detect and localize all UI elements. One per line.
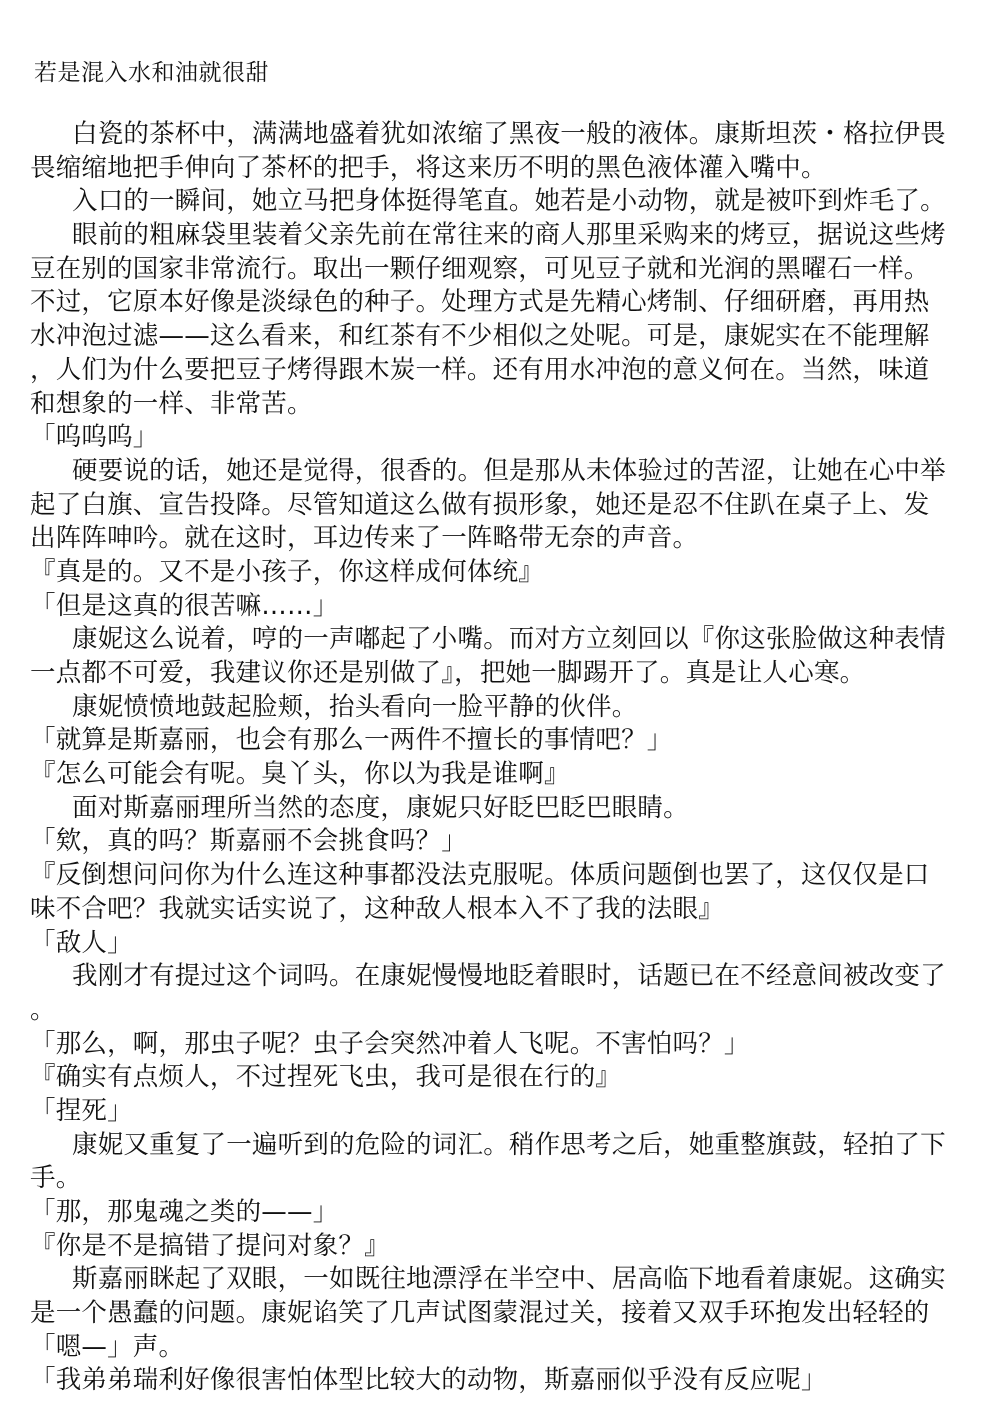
dialogue-line: 「我弟弟瑞利好像很害怕体型比较大的动物，斯嘉丽似乎没有反应呢」: [30, 1365, 827, 1396]
text-line: ，人们为什么要把豆子烤得跟木炭一样。还有用水冲泡的意义何在。当然，味道: [30, 354, 930, 385]
dialogue-line: 『反倒想问问你为什么连这种事都没法克服呢。体质问题倒也罢了，这仅仅是口: [30, 860, 930, 891]
dialogue-line: 「但是这真的很苦嘛……」: [30, 590, 339, 621]
dialogue-line: 「那么，啊，那虫子呢？虫子会突然冲着人飞呢。不害怕吗？」: [30, 1028, 750, 1059]
dialogue-line: 『确实有点烦人，不过捏死飞虫，我可是很在行的』: [30, 1062, 622, 1093]
text-line: 豆在别的国家非常流行。取出一颗仔细观察，可见豆子就和光润的黑曜石一样。: [30, 253, 930, 284]
chapter-title: 若是混入水和油就很甜: [34, 60, 269, 86]
dialogue-line: 「捏死」: [30, 1095, 133, 1126]
dialogue-line: 『你是不是搞错了提问对象？』: [30, 1230, 390, 1261]
text-line: 硬要说的话，她还是觉得，很香的。但是那从未体验过的苦涩，让她在心中举: [72, 455, 946, 486]
dialogue-line: 「欸，真的吗？斯嘉丽不会挑食吗？」: [30, 826, 467, 857]
text-line: 畏缩缩地把手伸向了茶杯的把手，将这来历不明的黑色液体灌入嘴中。: [30, 152, 827, 183]
text-line: 「嗯—」声。: [30, 1331, 185, 1362]
dialogue-line: 「就算是斯嘉丽，也会有那么一两件不擅长的事情吧？」: [30, 725, 673, 756]
text-line: 斯嘉丽眯起了双眼，一如既往地漂浮在半空中、居高临下地看着康妮。这确实: [72, 1264, 946, 1295]
text-line: 一点都不可爱，我建议你还是别做了』，把她一脚踢开了。真是让人心寒。: [30, 658, 866, 688]
text-line: 手。: [30, 1163, 82, 1194]
text-line: 是一个愚蠢的问题。康妮谄笑了几声试图蒙混过关，接着又双手环抱发出轻轻的: [30, 1298, 930, 1329]
text-line: 味不合吧？我就实话实说了，这种敌人根本入不了我的法眼』: [30, 893, 724, 924]
dialogue-line: 『怎么可能会有呢。臭丫头，你以为我是谁啊』: [30, 759, 570, 790]
text-line: 。: [30, 994, 56, 1025]
text-line: 不过，它原本好像是淡绿色的种子。处理方式是先精心烤制、仔细研磨，再用热: [30, 287, 930, 318]
text-line: 水冲泡过滤——这么看来，和红茶有不少相似之处呢。可是，康妮实在不能理解: [30, 321, 930, 352]
dialogue-line: 「敌人」: [30, 927, 133, 958]
text-line: 康妮愤愤地鼓起脸颊，抬头看向一脸平静的伙伴。: [72, 691, 638, 722]
text-line: 起了白旗、宣告投降。尽管知道这么做有损形象，她还是忍不住趴在桌子上、发: [30, 489, 930, 520]
text-line: 出阵阵呻吟。就在这时，耳边传来了一阵略带无奈的声音。: [30, 523, 699, 554]
dialogue-line: 「呜呜呜」: [30, 422, 159, 453]
body-text: [30, 118, 970, 1398]
text-line: 面对斯嘉丽理所当然的态度，康妮只好眨巴眨巴眼睛。: [72, 792, 689, 823]
text-line: 和想象的一样、非常苦。: [30, 388, 313, 419]
text-line: 白瓷的茶杯中，满满地盛着犹如浓缩了黑夜一般的液体。康斯坦茨・格拉伊畏: [72, 119, 946, 149]
dialogue-line: 『真是的。又不是小孩子，你这样成何体统』: [30, 556, 545, 587]
text-line: 入口的一瞬间，她立马把身体挺得笔直。她若是小动物，就是被吓到炸毛了。: [72, 186, 946, 217]
text-line: 眼前的粗麻袋里装着父亲先前在常往来的商人那里采购来的烤豆，据说这些烤: [72, 220, 946, 251]
text-line: 我刚才有提过这个词吗。在康妮慢慢地眨着眼时，话题已在不经意间被改变了: [72, 961, 946, 992]
text-line: 康妮又重复了一遍听到的危险的词汇。稍作思考之后，她重整旗鼓，轻拍了下: [72, 1129, 946, 1160]
dialogue-line: 「那，那鬼魂之类的——」: [30, 1197, 339, 1227]
text-line: 康妮这么说着，哼的一声嘟起了小嘴。而对方立刻回以『你这张脸做这种表情: [72, 624, 946, 655]
